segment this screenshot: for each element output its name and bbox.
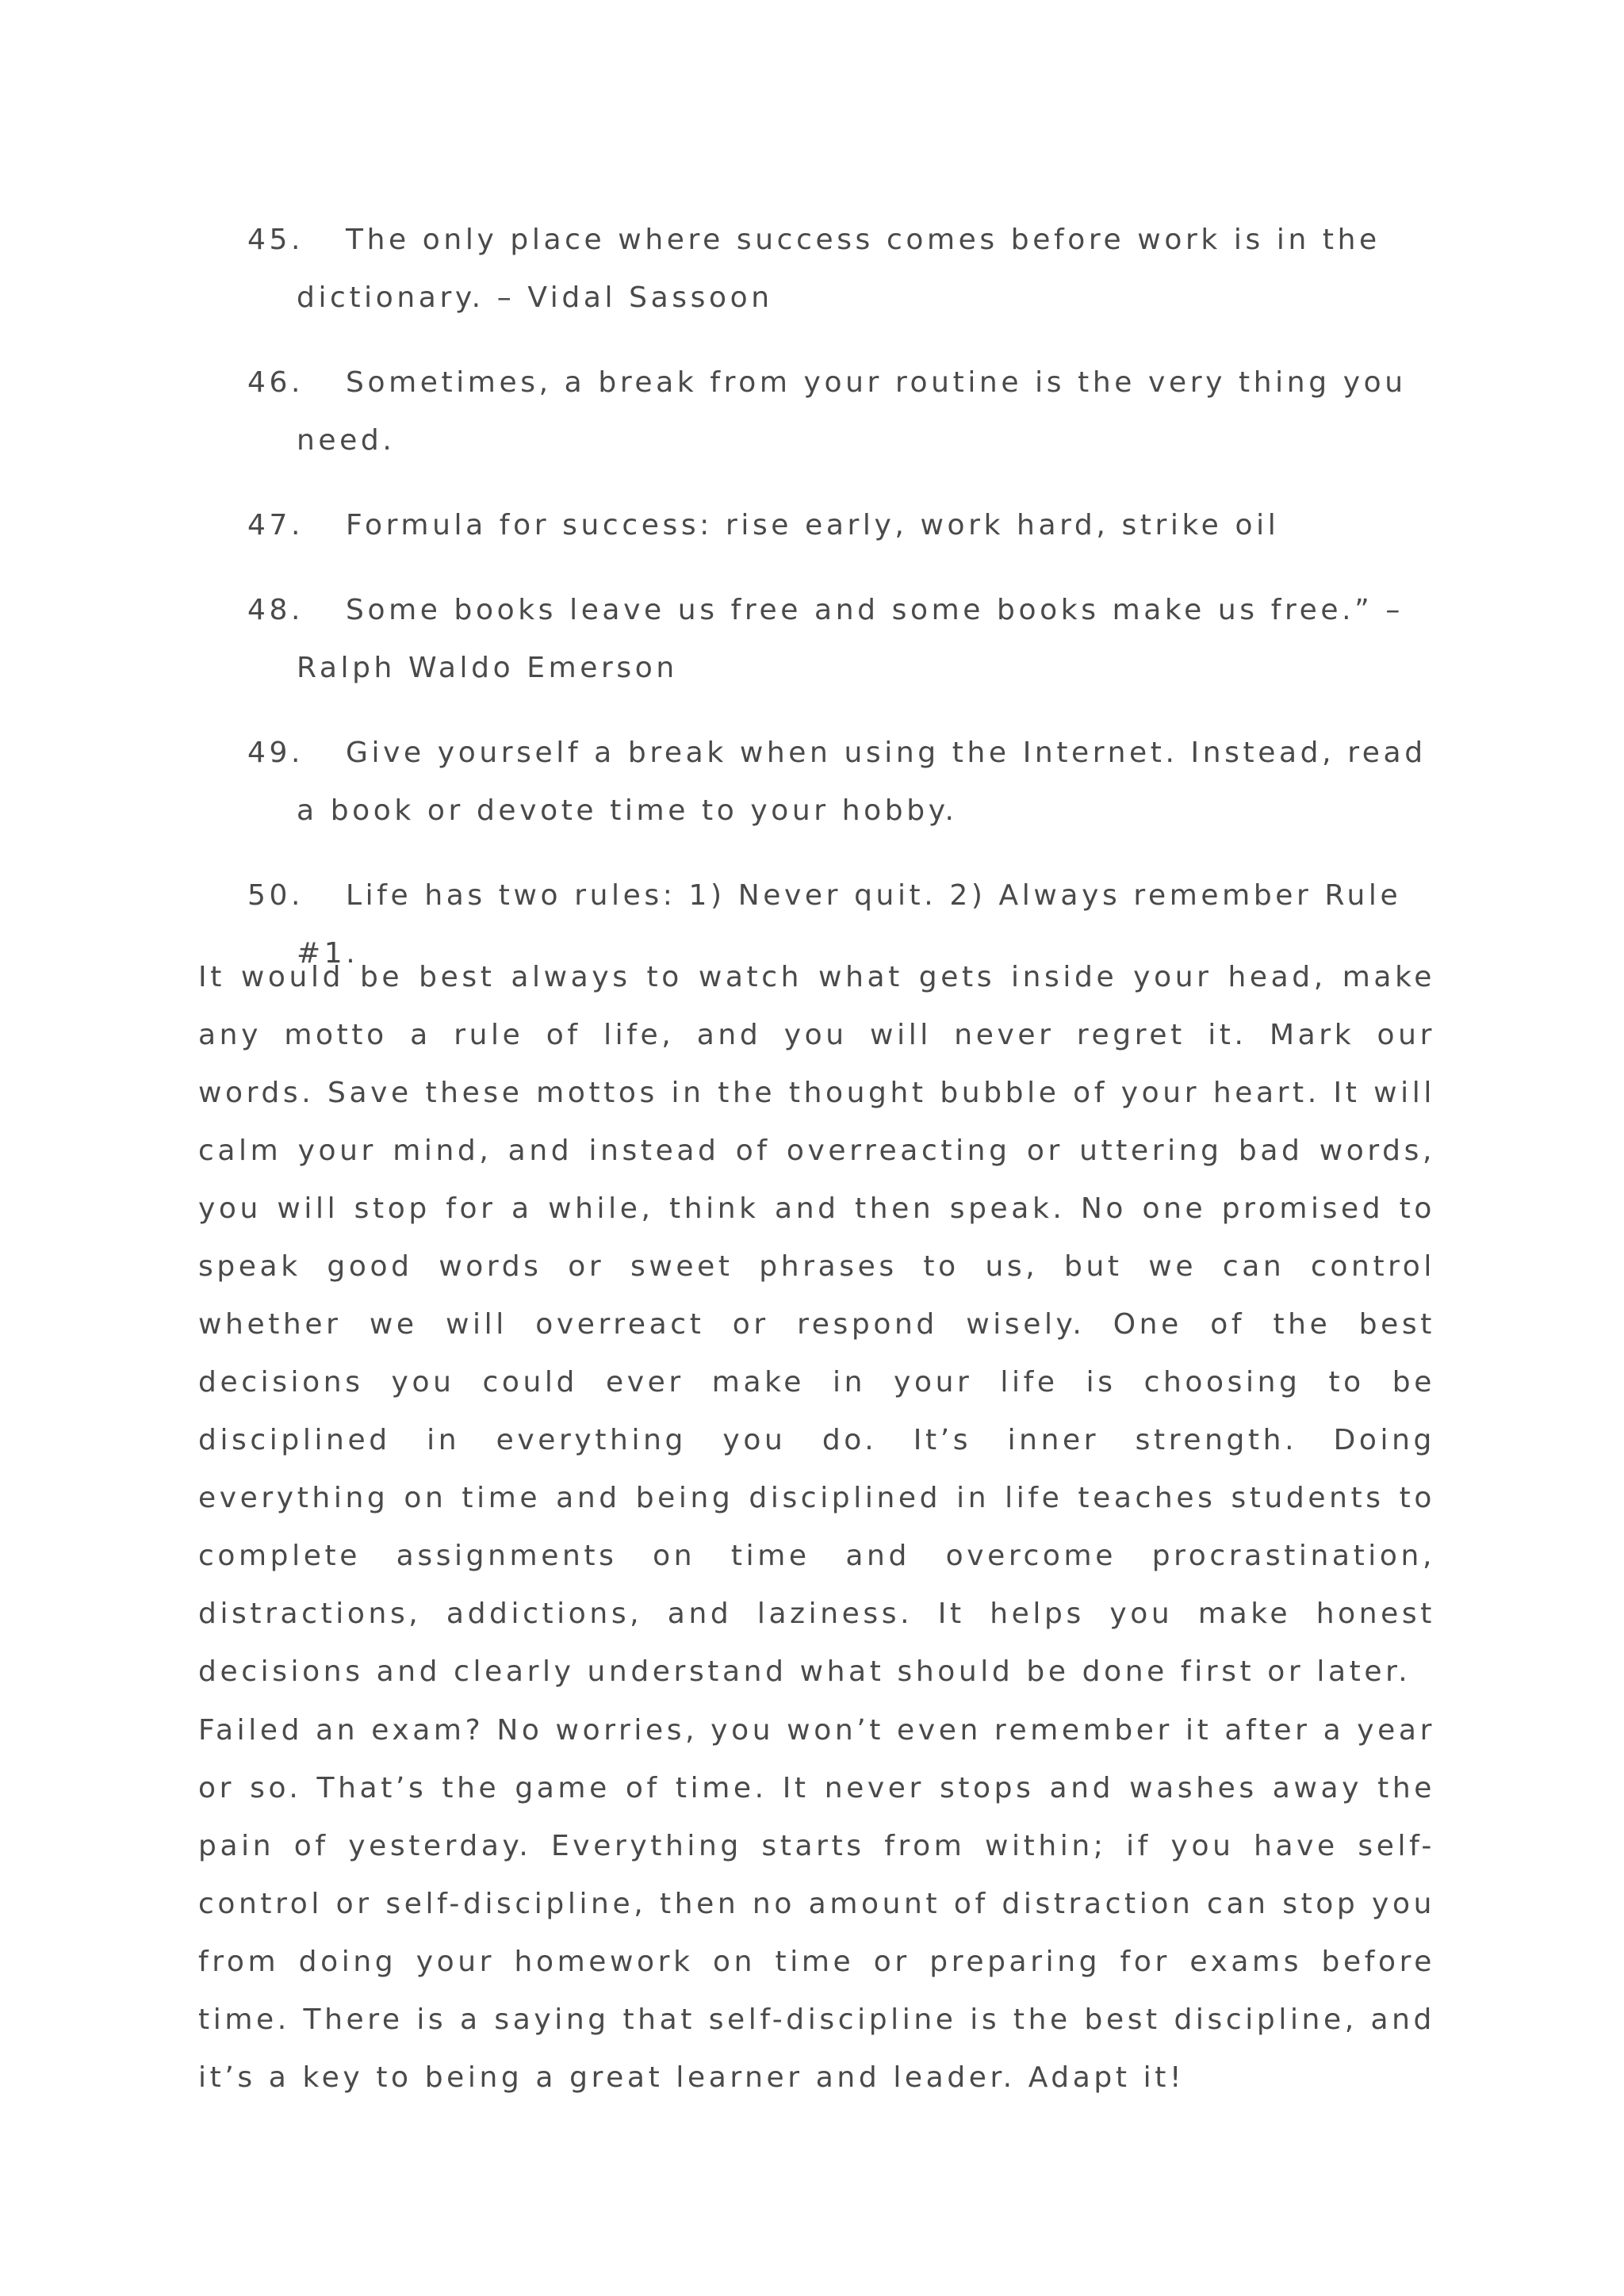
body-paragraph: Failed an exam? No worries, you won’t even remember it after a year or so. That’s the game of time. It never stops and washes away the pain of yesterday. Everything starts from within; if you have self-control or self-discipline, then no amount of distraction can stop you from doing your homework on time or preparing for exams before time. There is a saying that self-discipline is the best discipline, and it’s a key to being a great learner and leader. Adapt it! [198, 1714, 1435, 2094]
list-item-number: 49. [247, 737, 304, 769]
list-item-number: 46. [247, 366, 304, 399]
list-item-text: Formula for success: rise early, work hard, strike oil [346, 509, 1280, 541]
body-paragraph: It would be best always to watch what gets inside your head, make any motto a rule of life, and you will never regret it. Mark our words. Save these mottos in the thought bubble of your heart. It will calm your mind, and instead of overreacting or uttering bad words, you will stop for a while, think and then speak. No one promised to speak good words or sweet phrases to us, but we can control whether we will overreact or respond wisely. One of the best decisions you could ever make in your life is choosing to be disciplined in everything you do. It’s inner strength. Doing everything on time and being disciplined in life teaches students to complete assignments on time and overcome procrastination, distractions, addictions, and laziness. It helps you make honest decisions and clearly understand what should be done first or later. [198, 961, 1435, 1688]
list-item-text: Give yourself a break when using the Internet. Instead, read a book or devote time to your hobby. [297, 737, 1427, 827]
list-item-number: 50. [247, 879, 304, 912]
numbered-quote-list [247, 211, 1429, 1009]
list-item [247, 211, 1429, 327]
list-item-text: Life has two rules: 1) Never quit. 2) Always remember Rule #1. [297, 879, 1402, 970]
list-item-text: Some books leave us free and some books make us free.” – Ralph Waldo Emerson [297, 594, 1404, 684]
list-item-number: 48. [247, 594, 304, 626]
list-item [247, 581, 1429, 697]
list-item [247, 496, 1429, 554]
list-item-number: 47. [247, 509, 304, 541]
list-item-number: 45. [247, 224, 304, 256]
list-item [247, 724, 1429, 840]
list-item [247, 354, 1429, 469]
list-item-text: Sometimes, a break from your routine is the very thing you need. [297, 366, 1407, 457]
list-item-text: The only place where success comes before work is in the dictionary. – Vidal Sassoon [297, 224, 1381, 314]
